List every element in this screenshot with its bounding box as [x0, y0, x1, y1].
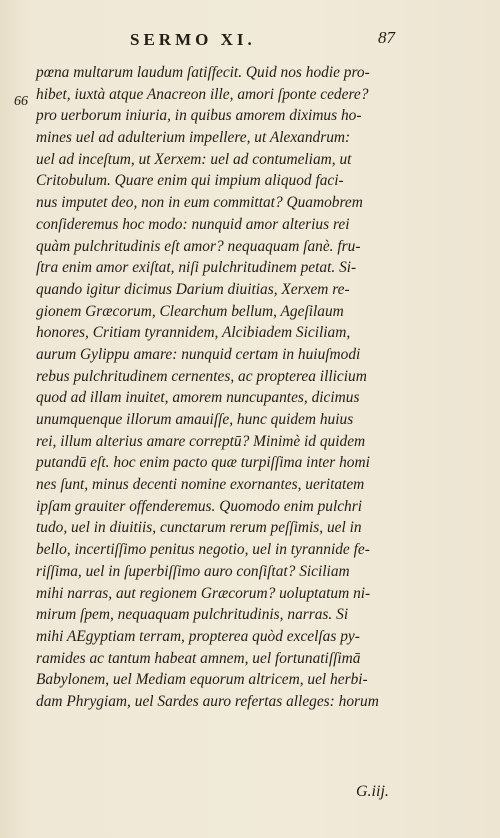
text-line: aurum Gylippu amare: nunquid certam in huiuſmodi — [36, 345, 361, 363]
text-line: rebus pulchritudinem cernentes, ac propterea illicium — [36, 367, 367, 385]
text-line: riſſima, uel in ſuperbiſſimo auro conſiſtat? Siciliam — [36, 562, 350, 580]
page-header — [0, 30, 500, 52]
text-line: mihi AEgyptiam terram, propterea quòd excelſas py- — [36, 627, 360, 645]
text-line: rei, illum alterius amare correptū? Minimè id quidem — [36, 432, 366, 450]
text-line: mines uel ad adulterium impellere, ut Alexandrum: — [36, 129, 351, 147]
margin-note: 66 — [14, 94, 28, 109]
text-line: uel ad inceſtum, ut Xerxem: uel ad contumeliam, ut — [36, 150, 352, 168]
text-line: conſideremus hoc modo: nunquid amor alterius rei — [36, 215, 350, 233]
text-line: mihi narras, aut regionem Græcorum? uoluptatum ni- — [36, 584, 371, 602]
text-line: Babylonem, uel Mediam equorum altricem, uel herbi- — [36, 671, 368, 689]
text-line: nes ſunt, minus decenti nomine exornantes, ueritatem — [36, 476, 365, 494]
text-line: ipſam grauiter offenderemus. Quomodo enim pulchri — [36, 497, 363, 515]
signature-mark: G.iij. — [356, 783, 389, 800]
page-number: 87 — [378, 28, 395, 47]
text-line: quod ad illam inuitet, amorem nuncupantes, dicimus — [36, 389, 360, 407]
text-line: bello, incertiſſimo penitus negotio, uel in tyrannide fe- — [36, 541, 370, 559]
text-line: quando igitur dicimus Darium diuitias, Xerxem re- — [36, 280, 350, 298]
body-text — [36, 62, 416, 713]
text-line: pro uerborum iniuria, in quibus amorem diximus ho- — [36, 107, 362, 125]
text-line: unumquenque illorum amauiſſe, hunc quidem huius — [36, 411, 354, 428]
text-line: ramides ac tantum habeat amnem, uel fortunatiſſimā — [36, 649, 361, 667]
text-line: nus imputet deo, non in eum committat? Quamobrem — [36, 194, 363, 212]
text-line: Critobulum. Quare enim qui impium aliquod faci- — [36, 172, 344, 190]
text-line: mirum ſpem, nequaquam pulchritudinis, narras. Si — [36, 606, 349, 624]
text-line: putandū eſt. hoc enim pacto quæ turpiſſima inter homi — [36, 454, 370, 472]
text-line: hibet, iuxtà atque Anacreon ille, amori ſponte cedere? — [36, 85, 369, 103]
text-line: pœna multarum laudum ſatiſfecit. Quid nos hodie pro- — [36, 64, 370, 81]
running-head: SERMO XI. — [130, 30, 256, 49]
text-line: quàm pulchritudinis eſt amor? nequaquam ſanè. fru- — [36, 237, 361, 255]
text-line: dam Phrygiam, uel Sardes auro refertas alleges: horum — [36, 692, 379, 710]
text-line: gionem Græcorum, Clearchum bellum, Ageſilaum — [36, 302, 344, 320]
text-line: tudo, uel in diuitiis, cunctarum rerum peſſimis, uel in — [36, 519, 362, 537]
text-line: ſtra enim amor exiſtat, niſi pulchritudinem petat. Si- — [36, 259, 357, 277]
text-line: honores, Critiam tyrannidem, Alcibiadem Siciliam, — [36, 324, 351, 342]
